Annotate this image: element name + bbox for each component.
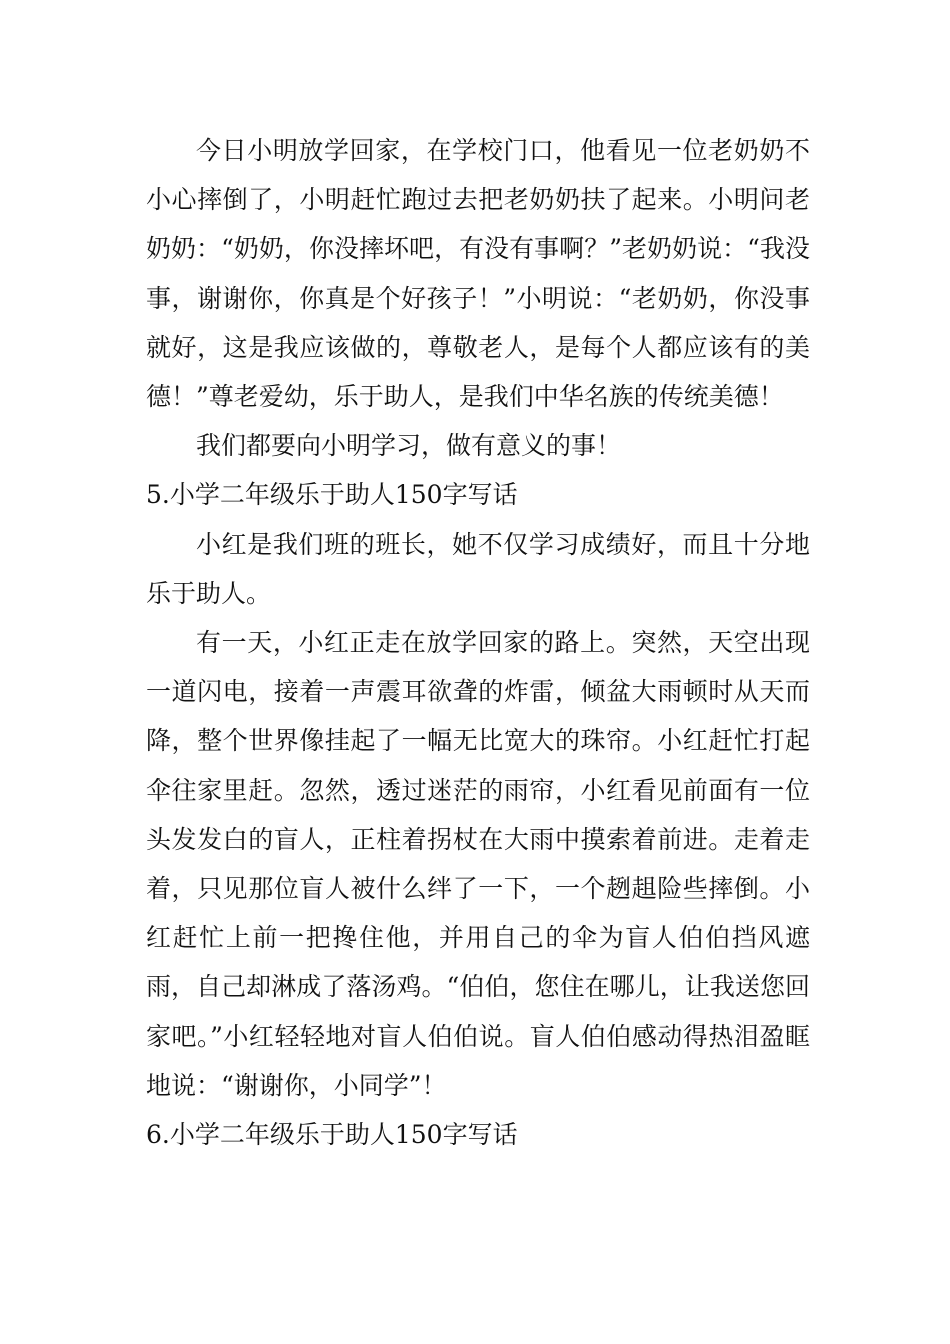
section-heading-6: 6.小学二年级乐于助人150字写话	[146, 1120, 518, 1150]
story-paragraph-3: 小红是我们班的班长，她不仅学习成绩好，而且十分地乐于助人。	[146, 529, 810, 608]
story-paragraph-2: 我们都要向小明学习，做有意义的事！	[196, 431, 622, 461]
document-body	[146, 126, 810, 1159]
story-paragraph-4: 有一天，小红正走在放学回家的路上。突然，天空出现一道闪电，接着一声震耳欲聋的炸雷，倾盆大雨顿时从天而降，整个世界像挂起了一幅无比宽大的珠帘。小红赶忙打起伞往家里赶。忽然，透过迷茫的雨帘，小红看见前面有一位头发发白的盲人，正柱着拐杖在大雨中摸索着前进。走着走着，只见那位盲人被什么绊了一下，一个趔趄险些摔倒。小红赶忙上前一把搀住他，并用自己的伞为盲人伯伯挡风遮雨，自己却淋成了落汤鸡。“伯伯，您住在哪儿，让我送您回家吧。”小红轻轻地对盲人伯伯说。盲人伯伯感动得热泪盈眶地说：“谢谢你，小同学”！	[146, 628, 810, 1100]
section-heading-5: 5.小学二年级乐于助人150字写话	[146, 480, 518, 510]
story-paragraph-1: 今日小明放学回家，在学校门口，他看见一位老奶奶不小心摔倒了，小明赶忙跑过去把老奶奶扶了起来。小明问老奶奶：“奶奶，你没摔坏吧，有没有事啊？”老奶奶说：“我没事，谢谢你，你真是个好孩子！”小明说：“老奶奶，你没事就好，这是我应该做的，尊敬老人，是每个人都应该有的美德！”尊老爱幼，乐于助人，是我们中华名族的传统美德！	[146, 136, 810, 412]
